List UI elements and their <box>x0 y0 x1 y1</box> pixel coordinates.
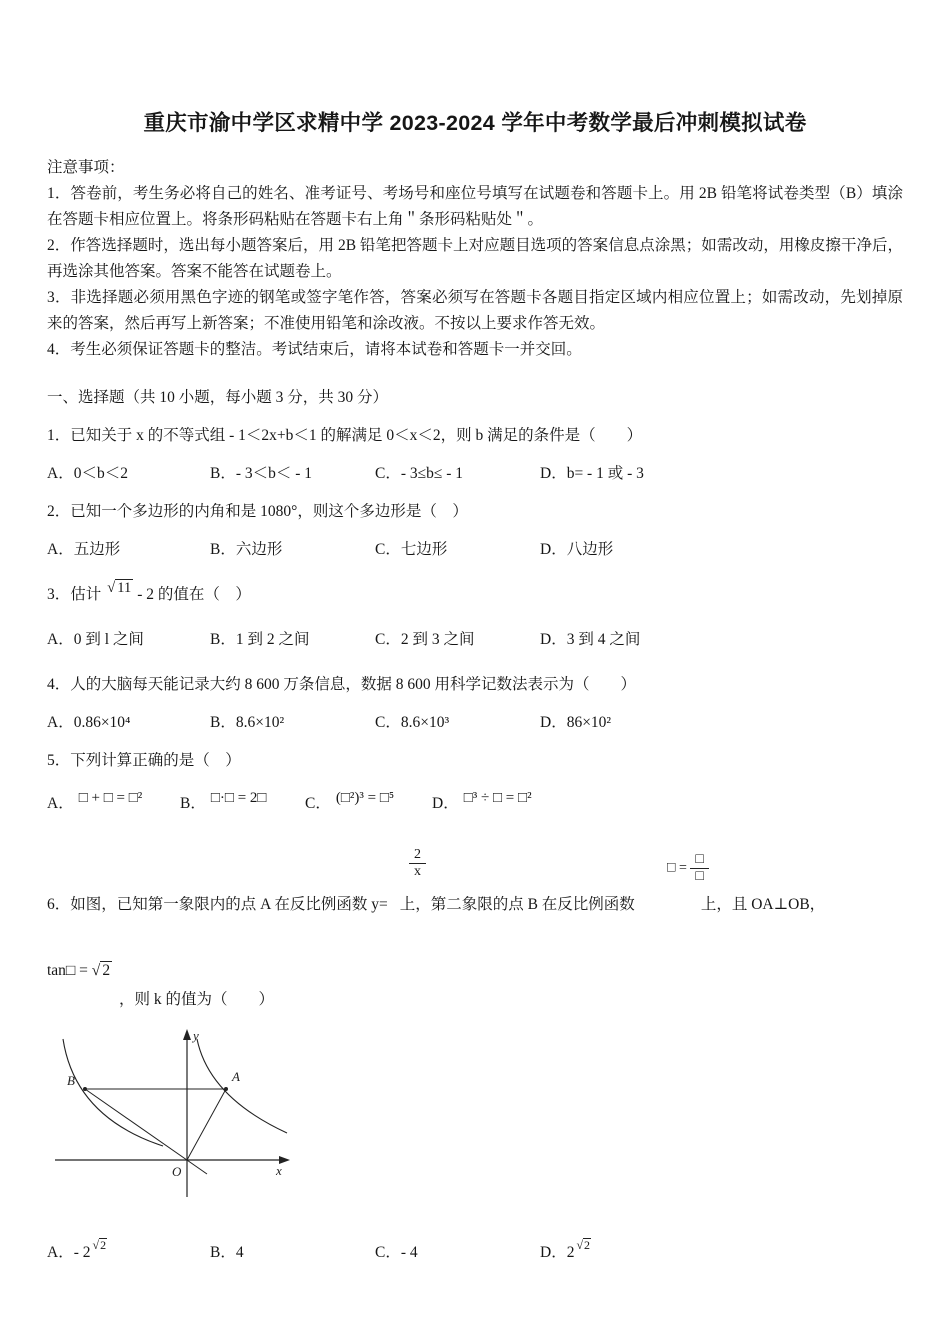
segment-BO-extended <box>85 1089 207 1174</box>
question-stem: 4．人的大脑每天能记录大约 8 600 万条信息，数据 8 600 用科学记数法表示为（ ） <box>47 676 637 693</box>
fraction-numerator: □ <box>690 852 708 869</box>
sqrt-sign: √ <box>91 962 101 979</box>
fraction <box>690 852 708 885</box>
option: B．六边形 <box>210 541 283 558</box>
sqrt-radicand: 2 <box>100 1238 107 1252</box>
option: C．8.6×10³ <box>375 714 450 731</box>
option: D．86×10² <box>540 714 612 731</box>
stem-text: 6．如图，已知第一象限内的点 A 在反比例函数 y= <box>47 896 388 913</box>
question-stem: 5．下列计算正确的是（ ） <box>47 752 241 769</box>
question-options <box>47 627 903 649</box>
page-title: 重庆市渝中学区求精中学 2023-2024 学年中考数学最后冲刺模拟试卷 <box>143 111 807 135</box>
stem-text: 上，且 OA⊥OB， <box>700 896 826 913</box>
y-axis-label: y <box>193 1028 199 1043</box>
option-label: D． <box>432 795 459 812</box>
option <box>540 1240 903 1262</box>
q6-tan-expression <box>47 961 903 987</box>
option: B．8.6×10² <box>210 714 285 731</box>
x-axis-label: x <box>276 1163 282 1178</box>
question-options <box>47 710 903 732</box>
option <box>47 791 180 813</box>
notice-heading: 注意事项： <box>47 159 125 176</box>
sqrt-sign: √ <box>576 1238 584 1252</box>
fraction-equation <box>667 852 709 885</box>
option-expression: (□²)³ = □⁵ <box>335 790 395 806</box>
stem-text: 上，第二象限的点 B 在反比例函数 <box>399 896 635 913</box>
notice-item: 2．作答选择题时，选出每小题答案后，用 2B 铅笔把答题卡上对应题目选项的答案信息点涂黑；如需改动，用橡皮擦干净后，再选涂其他答案。答案不能答在试题卷上。 <box>47 237 903 280</box>
question-options <box>47 1240 903 1262</box>
option: C．- 3≤b≤ - 1 <box>375 465 464 482</box>
option: C．2 到 3 之间 <box>375 631 475 648</box>
point-B-label: B <box>67 1073 75 1088</box>
option: D．八边形 <box>540 541 614 558</box>
question-stem: 1．已知关于 x 的不等式组 - 1＜2x+b＜1 的解满足 0＜x＜2，则 b 满足的条件是（ ） <box>47 427 643 444</box>
sqrt-expression <box>107 580 133 596</box>
option <box>180 791 305 813</box>
option-label: B． <box>180 795 206 812</box>
hyperbola-branch-first-quadrant <box>197 1039 287 1133</box>
question-4 <box>47 673 903 732</box>
option-label: A． <box>47 795 74 812</box>
option-expression: □ + □ = □² <box>78 790 143 806</box>
stem-text: - 2 的值在（ ） <box>137 586 251 603</box>
option: D．b= - 1 或 - 3 <box>540 465 644 482</box>
option <box>47 1240 210 1262</box>
section-heading: 一、选择题（共 10 小题，每小题 3 分，共 30 分） <box>47 389 389 406</box>
fraction-denominator: □ <box>695 869 704 884</box>
option: A．0＜b＜2 <box>47 465 128 482</box>
q6-figure <box>47 1025 297 1205</box>
option: C．七边形 <box>375 541 448 558</box>
notice-item: 1．答卷前，考生务必将自己的姓名、准考证号、考场号和座位号填写在试题卷和答题卡上。用 2B 铅笔将试卷类型（B）填涂在答题卡相应位置上。将条形码粘贴在答题卡右上角＂条形码粘贴处＂。 <box>47 185 903 228</box>
option-label: C． <box>305 795 331 812</box>
sqrt-expression <box>92 962 112 979</box>
question-1 <box>47 424 903 483</box>
hyperbola-branch-second-quadrant <box>63 1039 163 1146</box>
option-text: D．2 <box>540 1244 575 1261</box>
question-2 <box>47 500 903 559</box>
notice-item: 4．考生必须保证答题卡的整洁。考试结束后，请将本试卷和答题卡一并交回。 <box>47 341 582 358</box>
fraction-2-over-x <box>409 847 426 880</box>
notice-section <box>47 155 903 363</box>
sqrt-superscript <box>576 1238 591 1252</box>
point-B-dot <box>83 1087 87 1091</box>
point-A-dot <box>224 1087 228 1091</box>
option-expression: □·□ = 2□ <box>210 790 267 806</box>
sqrt-radicand: 2 <box>102 962 111 979</box>
notice-item: 3．非选择题必须用黑色字迹的钢笔或签字笔作答，答案必须写在答题卡各题目指定区域内相应位置上；如需改动，先划掉原来的答案，然后再写上新答案；不准使用铅笔和涂改液。不按以上要求作答无效。 <box>47 289 903 332</box>
option: A．0 到 l 之间 <box>47 631 144 648</box>
question-stem <box>47 893 903 917</box>
q6-figure-container <box>47 1025 903 1210</box>
question-3 <box>47 580 903 649</box>
fraction-denominator: x <box>414 864 421 879</box>
option-expression: □³ ÷ □ = □² <box>463 790 532 806</box>
option-text: A．- 2 <box>47 1244 91 1261</box>
question-stem: 2．已知一个多边形的内角和是 1080°，则这个多边形是（ ） <box>47 503 468 520</box>
equals-sign: = <box>678 860 687 876</box>
equation-lhs: □ <box>667 860 676 876</box>
q6-inline-formulas <box>47 847 903 891</box>
option <box>432 791 903 813</box>
question-options <box>47 791 903 813</box>
question-stem <box>47 580 903 607</box>
option: A．0.86×10⁴ <box>47 714 131 731</box>
option: B．1 到 2 之间 <box>210 631 310 648</box>
question-6 <box>47 847 903 1262</box>
question-stem-continued: ，则 k 的值为（ ） <box>119 991 275 1008</box>
question-5 <box>47 749 903 813</box>
segment-AO <box>187 1089 226 1160</box>
option: A．五边形 <box>47 541 121 558</box>
option: B．- 3＜b＜ - 1 <box>210 465 313 482</box>
fraction-numerator: 2 <box>409 847 426 864</box>
tan-lhs: tan□ = <box>47 962 88 979</box>
question-options <box>47 537 903 559</box>
sqrt-superscript <box>92 1238 107 1252</box>
option: C．- 4 <box>375 1244 418 1261</box>
question-options <box>47 461 903 483</box>
sqrt-sign: √ <box>107 580 116 596</box>
stem-text: 3．估计 <box>47 586 102 603</box>
sqrt-sign: √ <box>92 1238 100 1252</box>
origin-label: O <box>172 1164 182 1179</box>
sqrt-radicand: 11 <box>117 580 132 596</box>
y-axis-arrow <box>183 1029 191 1040</box>
option: D．3 到 4 之间 <box>540 631 641 648</box>
option <box>305 791 432 813</box>
option: B．4 <box>210 1244 244 1261</box>
sqrt-radicand: 2 <box>584 1238 591 1252</box>
point-A-label: A <box>232 1069 240 1084</box>
